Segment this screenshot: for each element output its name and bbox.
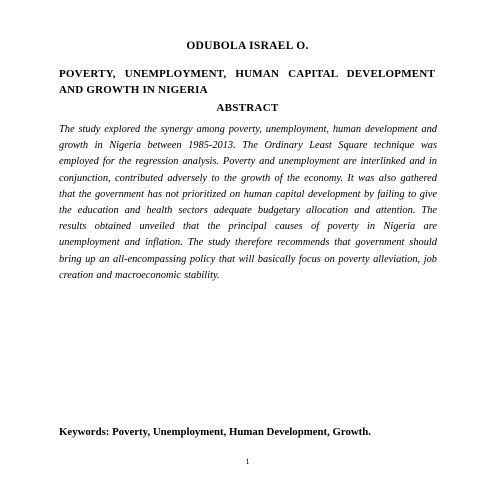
abstract-heading: ABSTRACT xyxy=(216,102,279,114)
page-number: 1 xyxy=(245,457,250,466)
keywords-line: Keywords: Poverty, Unemployment, Human Development, Growth. xyxy=(59,426,371,438)
author-name: ODUBOLA ISRAEL O. xyxy=(186,40,309,52)
abstract-text: The study explored the synergy among poverty, unemployment, human development and growth in Nigeria between 1985-2013. The Ordinary Least Square technique was employed for the regression analysis. Poverty and unemployment are interlinked and in conjunction, contributed adversely to the growth of the economy. It was also gathered that the government has not prioritized on human capital development by failing to give the education and health sectors adequate budgetary allocation and attention. The results obtained unveiled that the principal causes of poverty in Nigeria are unemployment and inflation. The study therefore recommends that government should bring up an all-encompassing policy that will basically focus on poverty alleviation, job creation and macroeconomic stability. xyxy=(59,124,437,281)
paper-title: POVERTY, UNEMPLOYMENT, HUMAN CAPITAL DEVELOPMENT AND GROWTH IN NIGERIA xyxy=(59,68,435,96)
